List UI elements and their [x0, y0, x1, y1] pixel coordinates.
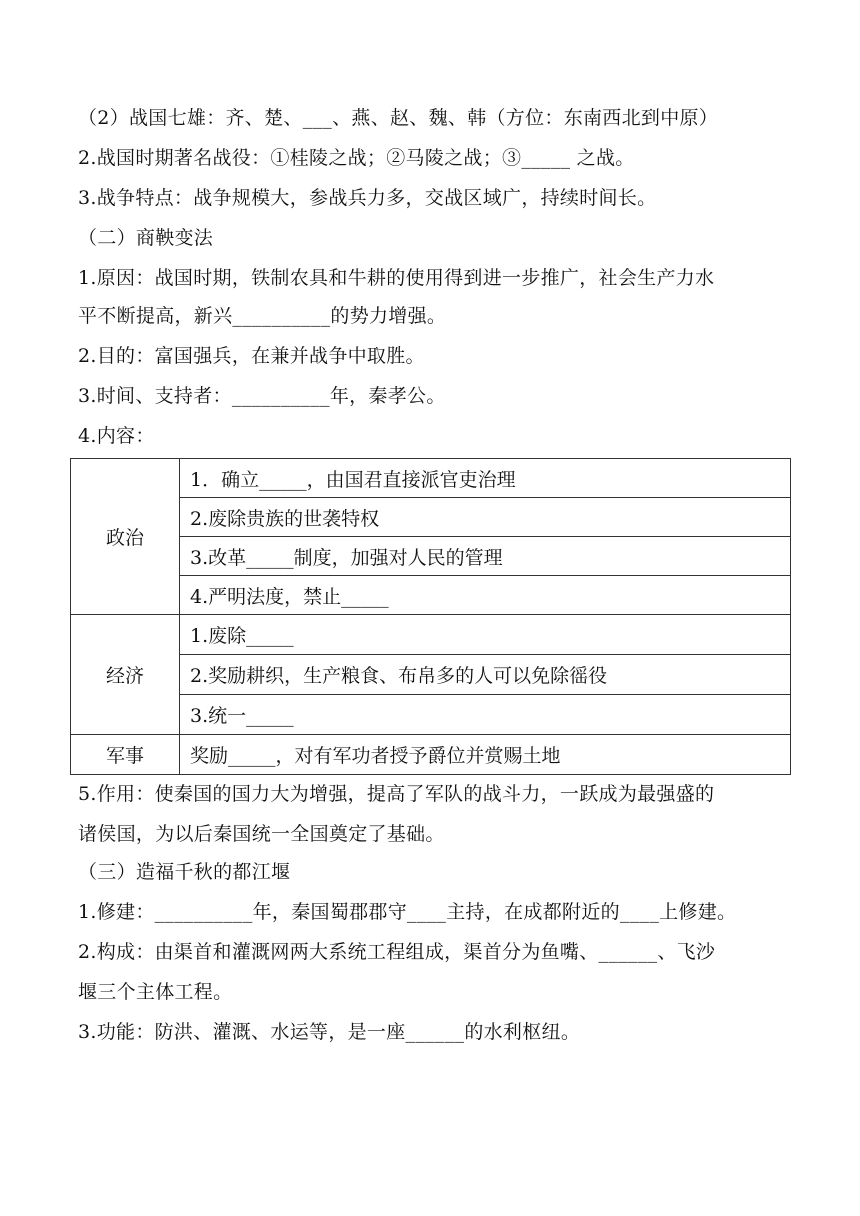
text-line: 平不断提高，新兴__________的势力增强。: [78, 305, 447, 327]
text-line: 2.战国时期著名战役：①桂陵之战；②马陵之战；③_____ 之战。: [78, 147, 635, 169]
reform-content-table: [70, 458, 791, 775]
table-cell: 1．确立_____，由国君直接派官吏治理: [180, 459, 791, 498]
section-heading: （二）商鞅变法: [78, 227, 214, 249]
table-cell: 4.严明法度，禁止_____: [180, 576, 791, 615]
text-line: （2）战国七雄：齐、楚、___、燕、赵、魏、韩（方位：东南西北到中原）: [78, 107, 719, 129]
text-line: 1.原因：战国时期，铁制农具和牛耕的使用得到进一步推广，社会生产力水: [78, 267, 715, 289]
table-cell: 2.废除贵族的世袭特权: [180, 498, 791, 537]
category-politics: 政治: [71, 459, 180, 615]
text-line: 2.目的：富国强兵，在兼并战争中取胜。: [78, 345, 425, 367]
table-cell: 3.统一_____: [180, 695, 791, 735]
text-line: 3.功能：防洪、灌溉、水运等，是一座______的水利枢纽。: [78, 1021, 581, 1043]
table-cell: 奖励_____，对有军功者授予爵位并赏赐土地: [180, 735, 791, 775]
table-row: [71, 735, 791, 775]
category-military: 军事: [71, 735, 180, 775]
table-row: [71, 615, 791, 655]
table-row: [71, 459, 791, 498]
text-line: 3.时间、支持者：__________年，秦孝公。: [78, 385, 446, 407]
section-heading: （三）造福千秋的都江堰: [78, 861, 291, 883]
text-line: 堰三个主体工程。: [78, 981, 233, 1003]
text-line: 诸侯国，为以后秦国统一全国奠定了基础。: [78, 823, 445, 845]
text-line: 4.内容：: [78, 425, 155, 447]
table-cell: 3.改革_____制度，加强对人民的管理: [180, 537, 791, 576]
table-cell: 2.奖励耕织，生产粮食、布帛多的人可以免除徭役: [180, 655, 791, 695]
text-line: 3.战争特点：战争规模大，参战兵力多，交战区域广，持续时间长。: [78, 187, 657, 209]
category-economy: 经济: [71, 615, 180, 735]
text-line: 2.构成：由渠首和灌溉网两大系统工程组成，渠首分为鱼嘴、______、飞沙: [78, 941, 716, 963]
table-cell: 1.废除_____: [180, 615, 791, 655]
text-line: 5.作用：使秦国的国力大为增强，提高了军队的战斗力，一跃成为最强盛的: [78, 783, 715, 805]
text-line: 1.修建：__________年，秦国蜀郡郡守____主持，在成都附近的____上修建。: [78, 901, 737, 923]
